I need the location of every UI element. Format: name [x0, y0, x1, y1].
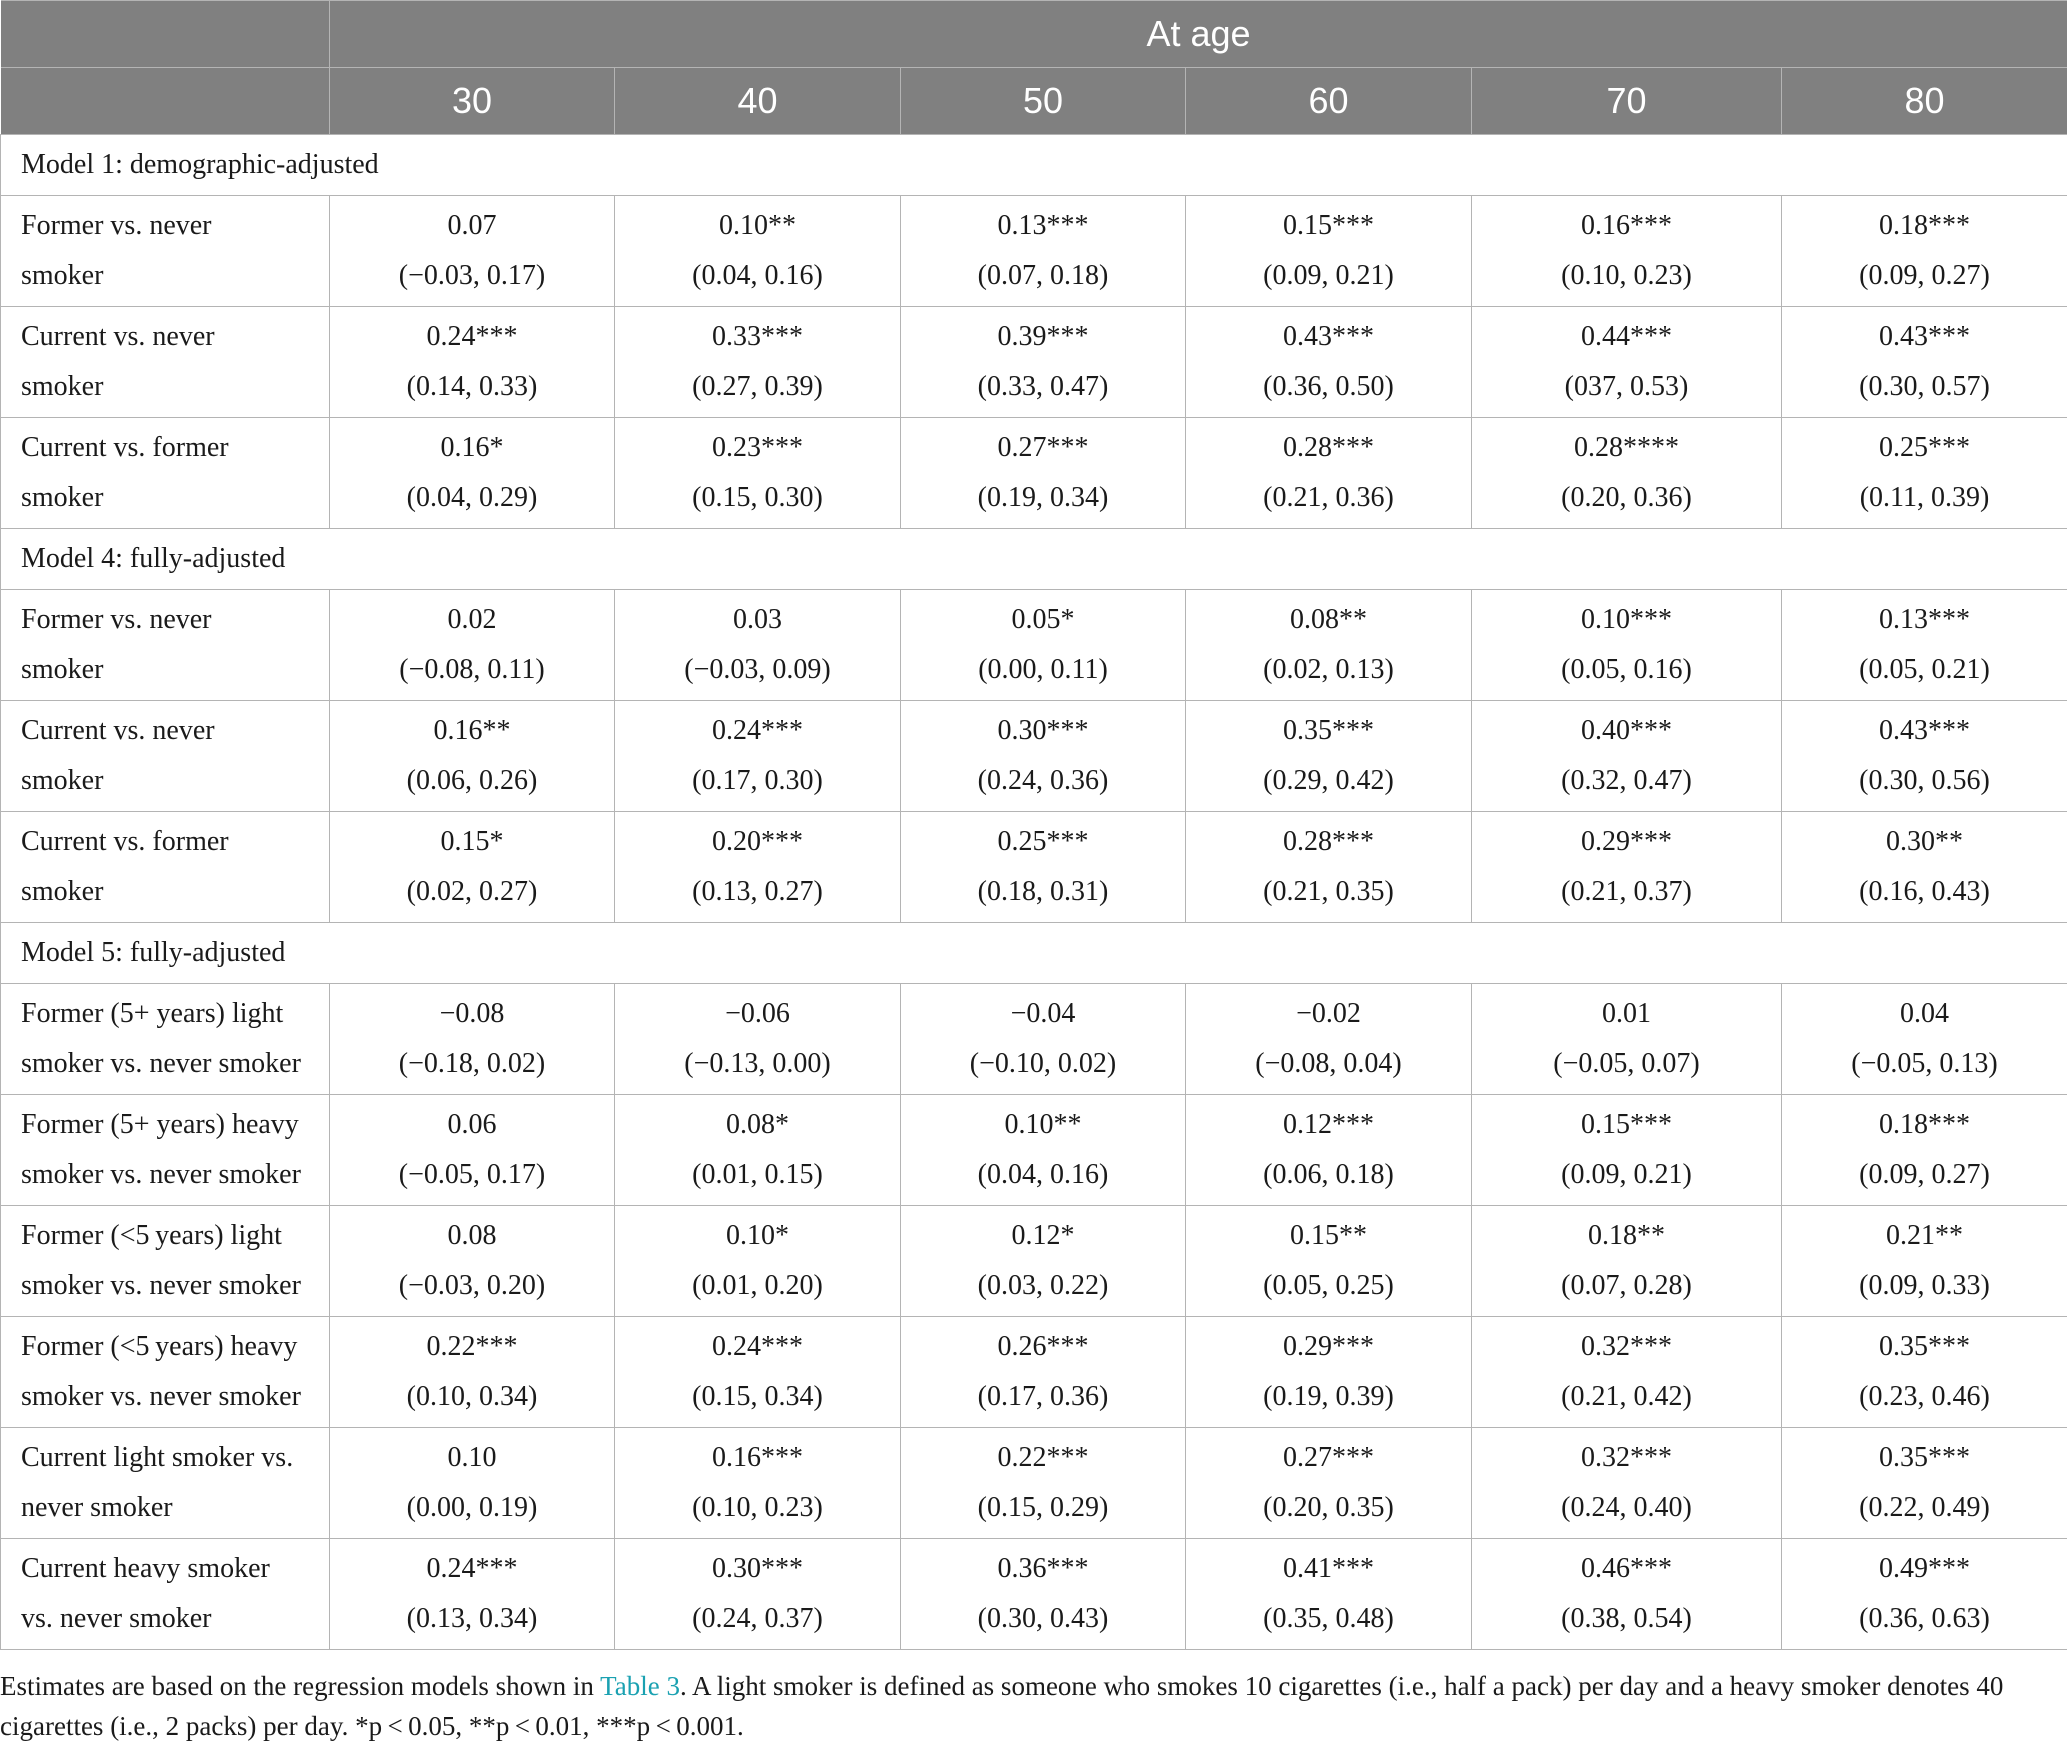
confidence-interval: (0.30, 0.56) [1859, 765, 1990, 796]
estimate-value: 0.46*** [1581, 1553, 1672, 1584]
estimate-value: 0.40*** [1581, 715, 1672, 746]
confidence-interval: (0.13, 0.34) [406, 1603, 538, 1634]
confidence-interval: (0.07, 0.18) [977, 260, 1109, 291]
confidence-interval: (−0.03, 0.20) [398, 1270, 546, 1301]
estimate-cell [1186, 307, 1472, 418]
estimate-cell [901, 1206, 1186, 1317]
header-corner-cell [1, 68, 330, 135]
confidence-interval: (−0.13, 0.00) [684, 1048, 831, 1079]
estimate-cell [1186, 1095, 1472, 1206]
estimate-cell [1472, 1206, 1782, 1317]
row-label-line: Former vs. never [21, 210, 212, 241]
table-row [1, 701, 2067, 812]
confidence-interval: (0.05, 0.21) [1859, 654, 1990, 685]
estimate-value: 0.32*** [1581, 1442, 1672, 1473]
age-header: 80 [1782, 68, 2067, 135]
confidence-interval: (−0.03, 0.17) [398, 260, 546, 291]
estimate-cell [1186, 418, 1472, 529]
model-section-title: Model 1: demographic-adjusted [1, 135, 2067, 196]
row-label-line: smoker [21, 260, 104, 291]
estimate-cell [1782, 418, 2067, 529]
estimate-value: 0.43*** [1283, 321, 1374, 352]
confidence-interval: (0.06, 0.26) [406, 765, 538, 796]
row-label [1, 1095, 330, 1206]
estimate-value: 0.28*** [1283, 432, 1374, 463]
estimate-cell [1472, 590, 1782, 701]
estimate-value: 0.23*** [712, 432, 803, 463]
table-row [1, 1539, 2067, 1650]
estimate-value: 0.22*** [426, 1331, 518, 1362]
confidence-interval: (0.09, 0.27) [1859, 1159, 1990, 1190]
table-header [1, 1, 2067, 135]
estimate-value: 0.13*** [1879, 604, 1970, 635]
estimate-cell [1472, 1428, 1782, 1539]
confidence-interval: (0.02, 0.13) [1263, 654, 1394, 685]
table-row [1, 418, 2067, 529]
confidence-interval: (0.09, 0.21) [1561, 1159, 1692, 1190]
row-label-line: Current vs. never [21, 321, 215, 352]
row-label [1, 1317, 330, 1428]
estimate-value: 0.22*** [997, 1442, 1089, 1473]
row-label [1, 590, 330, 701]
estimate-value: 0.24*** [712, 715, 803, 746]
estimate-value: 0.30*** [997, 715, 1089, 746]
model-section-row [1, 529, 2067, 590]
confidence-interval: (0.04, 0.29) [406, 482, 538, 513]
confidence-interval: (0.29, 0.42) [1263, 765, 1394, 796]
estimate-value: 0.29*** [1283, 1331, 1374, 1362]
estimate-cell [330, 307, 615, 418]
row-label [1, 418, 330, 529]
header-group-row [1, 1, 2067, 68]
confidence-interval: (0.00, 0.19) [406, 1492, 538, 1523]
estimate-cell [615, 418, 901, 529]
confidence-interval: (−0.18, 0.02) [398, 1048, 546, 1079]
table-row [1, 984, 2067, 1095]
confidence-interval: (0.38, 0.54) [1561, 1603, 1692, 1634]
estimate-value: 0.18*** [1879, 210, 1970, 241]
table-body [1, 135, 2067, 1650]
estimate-value: 0.10** [719, 210, 796, 241]
confidence-interval: (037, 0.53) [1564, 371, 1689, 402]
estimate-cell [1782, 307, 2067, 418]
row-label-line: Current heavy smoker [21, 1553, 270, 1584]
confidence-interval: (−0.03, 0.09) [684, 654, 831, 685]
estimate-value: 0.16*** [1581, 210, 1672, 241]
estimate-value: 0.18** [1588, 1220, 1665, 1251]
table-row [1, 196, 2067, 307]
row-label-line: never smoker [21, 1492, 173, 1523]
estimate-cell [1782, 1095, 2067, 1206]
row-label [1, 196, 330, 307]
header-ages-row [1, 68, 2067, 135]
row-label-line: Current vs. former [21, 432, 229, 463]
estimate-value: 0.13*** [997, 210, 1089, 241]
estimate-cell [1186, 701, 1472, 812]
estimate-value: 0.05* [1011, 604, 1075, 635]
table-row [1, 590, 2067, 701]
row-label-line: Current vs. never [21, 715, 215, 746]
estimate-cell [901, 196, 1186, 307]
row-label-line: smoker vs. never smoker [21, 1270, 301, 1301]
estimate-cell [330, 701, 615, 812]
estimate-value: 0.41*** [1283, 1553, 1374, 1584]
estimate-cell [1472, 307, 1782, 418]
estimate-value: 0.15*** [1283, 210, 1374, 241]
estimate-value: 0.12*** [1283, 1109, 1374, 1140]
estimate-value: 0.32*** [1581, 1331, 1672, 1362]
table-row [1, 1317, 2067, 1428]
estimate-cell [901, 984, 1186, 1095]
estimate-cell [330, 196, 615, 307]
confidence-interval: (0.27, 0.39) [692, 371, 823, 402]
estimate-cell [330, 418, 615, 529]
footnote-text: Estimates are based on the regression models shown in [0, 1671, 601, 1701]
age-header: 60 [1186, 68, 1472, 135]
row-label [1, 1539, 330, 1650]
estimate-value: 0.25*** [997, 826, 1089, 857]
row-label [1, 307, 330, 418]
estimate-cell [1472, 812, 1782, 923]
age-header: 70 [1472, 68, 1782, 135]
confidence-interval: (0.16, 0.43) [1859, 876, 1990, 907]
estimate-value: 0.06 [447, 1109, 497, 1140]
confidence-interval: (−0.05, 0.07) [1553, 1048, 1700, 1079]
estimate-value: 0.12* [1011, 1220, 1075, 1251]
estimate-cell [901, 418, 1186, 529]
estimate-cell [1472, 1539, 1782, 1650]
row-label-line: Former (<5 years) light [21, 1220, 282, 1251]
confidence-interval: (0.23, 0.46) [1859, 1381, 1990, 1412]
estimate-cell [1186, 984, 1472, 1095]
estimate-cell [901, 307, 1186, 418]
estimate-value: −0.04 [1010, 998, 1076, 1029]
row-label-line: Former vs. never [21, 604, 212, 635]
row-label [1, 1428, 330, 1539]
estimate-value: 0.16** [433, 715, 511, 746]
confidence-interval: (0.20, 0.36) [1561, 482, 1692, 513]
confidence-interval: (−0.08, 0.04) [1255, 1048, 1402, 1079]
row-label-line: smoker vs. never smoker [21, 1381, 301, 1412]
table-footnote [0, 1666, 2040, 1746]
confidence-interval: (0.36, 0.50) [1263, 371, 1394, 402]
table-row [1, 812, 2067, 923]
confidence-interval: (0.24, 0.37) [692, 1603, 823, 1634]
estimate-value: −0.02 [1296, 998, 1361, 1029]
estimate-value: 0.04 [1900, 998, 1949, 1029]
estimate-cell [330, 1095, 615, 1206]
estimate-value: −0.08 [439, 998, 505, 1029]
estimate-value: 0.33*** [712, 321, 803, 352]
row-label [1, 984, 330, 1095]
estimate-value: 0.03 [733, 604, 782, 635]
estimate-value: 0.27*** [997, 432, 1089, 463]
confidence-interval: (0.01, 0.20) [692, 1270, 823, 1301]
estimate-value: 0.25*** [1879, 432, 1970, 463]
confidence-interval: (0.11, 0.39) [1859, 482, 1990, 513]
estimate-value: 0.35*** [1283, 715, 1374, 746]
row-label [1, 701, 330, 812]
estimate-value: 0.27*** [1283, 1442, 1374, 1473]
confidence-interval: (0.09, 0.33) [1859, 1270, 1990, 1301]
estimate-cell [1186, 1317, 1472, 1428]
estimate-cell [1782, 1428, 2067, 1539]
estimate-cell [1782, 590, 2067, 701]
confidence-interval: (0.10, 0.23) [692, 1492, 823, 1523]
row-label-line: smoker [21, 654, 104, 685]
estimate-cell [901, 590, 1186, 701]
estimate-value: 0.10 [447, 1442, 497, 1473]
row-label-line: smoker vs. never smoker [21, 1048, 301, 1079]
estimate-value: 0.24*** [712, 1331, 803, 1362]
confidence-interval: (0.05, 0.16) [1561, 654, 1692, 685]
estimate-cell [615, 196, 901, 307]
confidence-interval: (−0.05, 0.13) [1851, 1048, 1998, 1079]
estimate-cell [330, 1428, 615, 1539]
estimate-value: 0.16* [440, 432, 504, 463]
estimate-cell [615, 984, 901, 1095]
row-label-line: Current light smoker vs. [21, 1442, 294, 1473]
estimate-cell [1782, 701, 2067, 812]
estimate-cell [1782, 1317, 2067, 1428]
estimate-cell [1472, 1317, 1782, 1428]
model-section-title: Model 4: fully-adjusted [1, 529, 2067, 590]
estimate-value: 0.08 [447, 1220, 497, 1251]
table-row [1, 1428, 2067, 1539]
estimate-value: 0.21** [1886, 1220, 1963, 1251]
estimate-cell [1782, 812, 2067, 923]
estimate-cell [330, 1206, 615, 1317]
estimate-cell [1186, 812, 1472, 923]
estimate-cell [901, 1428, 1186, 1539]
estimate-cell [330, 590, 615, 701]
confidence-interval: (0.24, 0.36) [977, 765, 1109, 796]
confidence-interval: (0.17, 0.36) [977, 1381, 1109, 1412]
estimate-value: 0.30*** [712, 1553, 803, 1584]
estimate-cell [901, 1539, 1186, 1650]
confidence-interval: (0.21, 0.37) [1561, 876, 1692, 907]
estimate-cell [615, 701, 901, 812]
estimate-cell [1186, 1206, 1472, 1317]
estimate-value: 0.10*** [1581, 604, 1672, 635]
estimate-value: 0.44*** [1581, 321, 1672, 352]
estimate-cell [615, 1317, 901, 1428]
confidence-interval: (0.15, 0.29) [977, 1492, 1109, 1523]
estimate-value: 0.26*** [997, 1331, 1089, 1362]
row-label-line: smoker [21, 765, 104, 796]
confidence-interval: (−0.08, 0.11) [399, 654, 545, 685]
estimate-value: 0.36*** [997, 1553, 1089, 1584]
estimate-value: 0.08** [1290, 604, 1367, 635]
estimate-value: 0.18*** [1879, 1109, 1970, 1140]
row-label [1, 812, 330, 923]
row-label-line: smoker [21, 371, 104, 402]
confidence-interval: (0.15, 0.34) [692, 1381, 823, 1412]
estimate-cell [615, 812, 901, 923]
confidence-interval: (0.14, 0.33) [406, 371, 538, 402]
confidence-interval: (0.06, 0.18) [1263, 1159, 1394, 1190]
estimate-value: 0.24*** [426, 1553, 518, 1584]
confidence-interval: (0.32, 0.47) [1561, 765, 1692, 796]
row-label-line: vs. never smoker [21, 1603, 212, 1634]
confidence-interval: (0.00, 0.11) [978, 654, 1108, 685]
row-label-line: Former (5+ years) heavy [21, 1109, 299, 1140]
confidence-interval: (0.05, 0.25) [1263, 1270, 1394, 1301]
model-section-title: Model 5: fully-adjusted [1, 923, 2067, 984]
estimate-cell [615, 307, 901, 418]
confidence-interval: (0.33, 0.47) [977, 371, 1109, 402]
estimate-cell [330, 984, 615, 1095]
estimate-cell [1782, 984, 2067, 1095]
row-label-line: smoker vs. never smoker [21, 1159, 301, 1190]
estimate-cell [1472, 701, 1782, 812]
estimate-cell [1186, 196, 1472, 307]
at-age-header: At age [330, 1, 2067, 68]
estimate-cell [1782, 196, 2067, 307]
confidence-interval: (0.20, 0.35) [1263, 1492, 1394, 1523]
confidence-interval: (0.02, 0.27) [406, 876, 538, 907]
estimate-value: 0.07 [447, 210, 497, 241]
estimate-value: 0.39*** [997, 321, 1089, 352]
estimate-value: 0.28**** [1574, 432, 1679, 463]
estimate-cell [901, 1317, 1186, 1428]
estimate-cell [901, 701, 1186, 812]
estimate-cell [1186, 1539, 1472, 1650]
confidence-interval: (0.24, 0.40) [1561, 1492, 1692, 1523]
estimate-value: 0.08* [726, 1109, 789, 1140]
table-3-link[interactable]: Table 3 [600, 1671, 680, 1701]
estimate-value: 0.15** [1290, 1220, 1367, 1251]
confidence-interval: (0.18, 0.31) [977, 876, 1109, 907]
row-label-line: Current vs. former [21, 826, 229, 857]
row-label-line: Former (5+ years) light [21, 998, 284, 1029]
estimate-value: 0.15* [440, 826, 504, 857]
confidence-interval: (0.15, 0.30) [692, 482, 823, 513]
row-label-line: smoker [21, 482, 104, 513]
estimate-value: 0.43*** [1879, 715, 1970, 746]
estimate-value: 0.49*** [1879, 1553, 1970, 1584]
table-row [1, 1095, 2067, 1206]
estimate-cell [615, 1095, 901, 1206]
estimate-value: 0.10* [726, 1220, 789, 1251]
header-corner-cell [1, 1, 330, 68]
estimate-cell [1186, 1428, 1472, 1539]
confidence-interval: (0.04, 0.16) [692, 260, 823, 291]
confidence-interval: (0.17, 0.30) [692, 765, 823, 796]
estimate-value: 0.16*** [712, 1442, 803, 1473]
confidence-interval: (0.10, 0.34) [406, 1381, 538, 1412]
estimate-value: 0.24*** [426, 321, 518, 352]
confidence-interval: (0.19, 0.39) [1263, 1381, 1394, 1412]
age-header: 30 [330, 68, 615, 135]
estimate-cell [615, 1539, 901, 1650]
confidence-interval: (0.22, 0.49) [1859, 1492, 1990, 1523]
estimate-cell [615, 1428, 901, 1539]
estimate-value: 0.43*** [1879, 321, 1970, 352]
estimate-cell [330, 1317, 615, 1428]
row-label-line: smoker [21, 876, 104, 907]
estimate-value: 0.35*** [1879, 1331, 1970, 1362]
confidence-interval: (0.07, 0.28) [1561, 1270, 1692, 1301]
estimate-value: 0.35*** [1879, 1442, 1970, 1473]
estimate-value: 0.02 [447, 604, 497, 635]
estimate-cell [1782, 1539, 2067, 1650]
confidence-interval: (0.30, 0.57) [1859, 371, 1990, 402]
confidence-interval: (0.19, 0.34) [977, 482, 1109, 513]
estimate-cell [1472, 1095, 1782, 1206]
confidence-interval: (0.21, 0.35) [1263, 876, 1394, 907]
confidence-interval: (0.01, 0.15) [692, 1159, 823, 1190]
estimate-value: 0.29*** [1581, 826, 1672, 857]
age-header: 40 [615, 68, 901, 135]
confidence-interval: (0.35, 0.48) [1263, 1603, 1394, 1634]
confidence-interval: (−0.10, 0.02) [969, 1048, 1117, 1079]
estimate-value: 0.20*** [712, 826, 803, 857]
estimate-cell [1472, 418, 1782, 529]
estimate-value: 0.15*** [1581, 1109, 1672, 1140]
confidence-interval: (0.03, 0.22) [977, 1270, 1109, 1301]
confidence-interval: (0.21, 0.42) [1561, 1381, 1692, 1412]
age-header: 50 [901, 68, 1186, 135]
estimate-value: 0.28*** [1283, 826, 1374, 857]
confidence-interval: (0.09, 0.27) [1859, 260, 1990, 291]
estimate-cell [1782, 1206, 2067, 1317]
estimate-cell [330, 812, 615, 923]
confidence-interval: (0.04, 0.16) [977, 1159, 1109, 1190]
estimate-cell [330, 1539, 615, 1650]
confidence-interval: (0.10, 0.23) [1561, 260, 1692, 291]
estimate-cell [901, 812, 1186, 923]
estimate-cell [615, 1206, 901, 1317]
confidence-interval: (0.09, 0.21) [1263, 260, 1394, 291]
footnote-text: . A light smoker is defined as someone who smokes 10 cigarettes (i.e., half a pack) per day and a heavy smoker denotes 40 cigarettes (i.e., 2 packs) per day. *p < 0.05, **p < 0.01, ***p < 0.001. [0, 1671, 2004, 1741]
estimate-value: −0.06 [725, 998, 790, 1029]
confidence-interval: (0.21, 0.36) [1263, 482, 1394, 513]
estimate-cell [1472, 984, 1782, 1095]
table-row [1, 1206, 2067, 1317]
table-row [1, 307, 2067, 418]
model-section-row [1, 923, 2067, 984]
estimate-cell [1186, 590, 1472, 701]
estimate-value: 0.01 [1602, 998, 1651, 1029]
estimate-cell [901, 1095, 1186, 1206]
confidence-interval: (0.30, 0.43) [977, 1603, 1109, 1634]
estimate-value: 0.30** [1886, 826, 1963, 857]
estimate-value: 0.10** [1004, 1109, 1082, 1140]
row-label [1, 1206, 330, 1317]
estimate-cell [1472, 196, 1782, 307]
confidence-interval: (−0.05, 0.17) [398, 1159, 546, 1190]
estimate-cell [615, 590, 901, 701]
confidence-interval: (0.36, 0.63) [1859, 1603, 1990, 1634]
row-label-line: Former (<5 years) heavy [21, 1331, 298, 1362]
confidence-interval: (0.13, 0.27) [692, 876, 823, 907]
model-section-row [1, 135, 2067, 196]
